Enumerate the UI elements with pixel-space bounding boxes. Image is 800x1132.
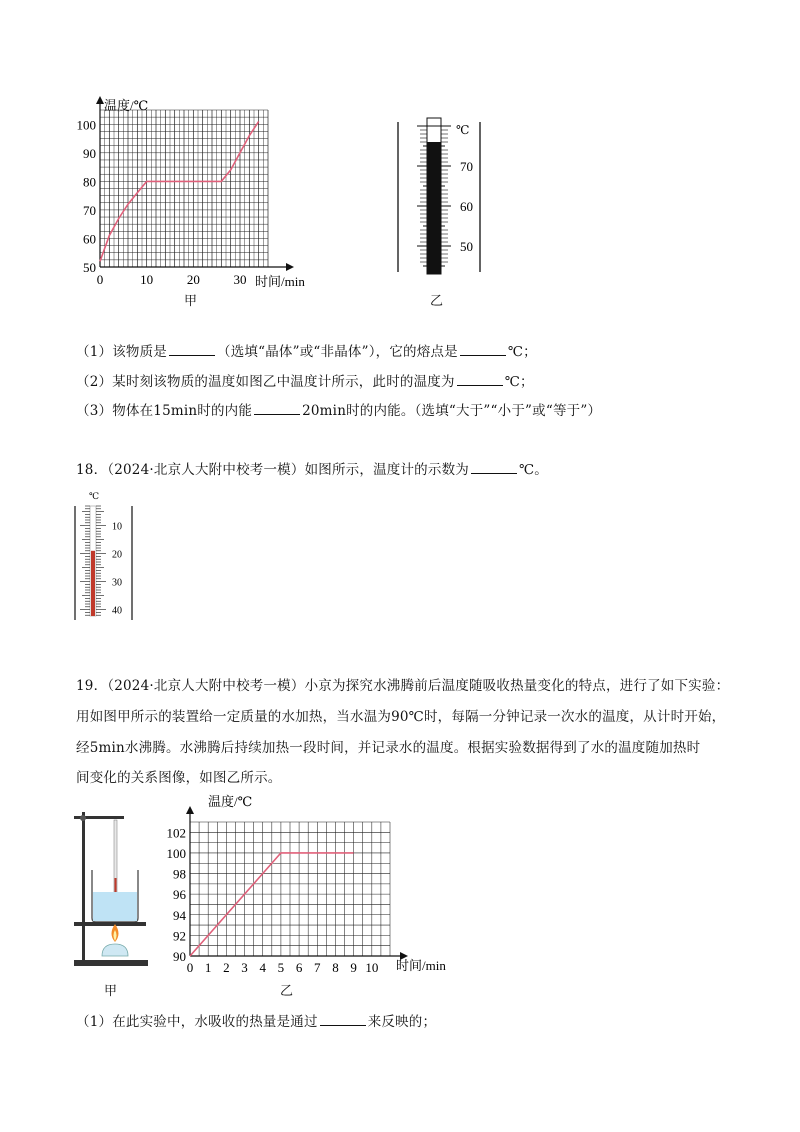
- y-tick-label: 70: [83, 202, 96, 218]
- thermometer1-tick-label: 50: [460, 239, 473, 254]
- y-tick-label: 96: [173, 887, 186, 903]
- thermometer1-tick-label: 60: [460, 199, 473, 214]
- y-tick-label: 92: [173, 928, 186, 944]
- chart-boiling-curve: [150, 790, 446, 982]
- y-tick-label: 98: [173, 866, 186, 882]
- figure-label-yi-2: 乙: [280, 984, 294, 999]
- x-tick-label: 1: [204, 960, 212, 975]
- q19-part1: （1）在此实验中，水吸收的热量是通过 来反映的；: [76, 1014, 437, 1030]
- alcohol-lamp: [102, 944, 128, 956]
- y-tick-label: 100: [76, 117, 96, 133]
- y-tick-label: 94: [173, 907, 186, 923]
- chart2-grid: [190, 822, 390, 956]
- q18-question: 18．（2024·北京人大附中校考一模）如图所示，温度计的示数为 ℃。: [76, 462, 548, 478]
- answer-blank[interactable]: [457, 373, 503, 386]
- q19-line1: 19．（2024·北京人大附中校考一模）小京为探究水沸腾前后温度随吸收热量变化的特点，进行了如下实验：: [76, 678, 730, 694]
- thermometer1-liquid-column: [427, 142, 441, 274]
- x-tick-label: 3: [241, 960, 248, 975]
- q17-part2: （2）某时刻该物质的温度如图乙中温度计所示，此时的温度为 ℃；: [76, 374, 534, 390]
- x-tick-label: 30: [233, 272, 247, 287]
- x-tick-label: 9: [350, 960, 357, 975]
- thermometer2-tick-label: 20: [112, 549, 122, 561]
- thermometer-2: [70, 488, 140, 624]
- chart1-y-axis-label: 温度/℃: [104, 98, 149, 113]
- figure-label-yi-1: 乙: [430, 294, 444, 309]
- q19-line2: 用如图甲所示的装置给一定质量的水加热，当水温为90℃时，每隔一分钟记录一次水的温度，从计时开始，: [76, 709, 726, 725]
- stand-base: [74, 960, 148, 966]
- x-tick-label: 7: [314, 960, 321, 975]
- y-axis-arrow: [186, 806, 194, 814]
- beaker-water: [93, 892, 137, 921]
- thermometer-1: [390, 118, 490, 278]
- q19-line3: 经5min水沸腾。水沸腾后持续加热一段时间，并记录水的温度。根据实验数据得到了水的温度随加热时: [76, 740, 701, 756]
- answer-blank[interactable]: [254, 402, 300, 415]
- y-tick-label: 102: [166, 825, 186, 841]
- y-tick-label: 60: [83, 231, 96, 247]
- thermometer2-tick-label: 40: [112, 605, 122, 617]
- heating-apparatus: [70, 808, 150, 974]
- y-tick-label: 80: [83, 174, 96, 190]
- x-tick-label: 8: [332, 960, 339, 975]
- thermometer1-ticks: [417, 126, 473, 266]
- x-tick-label: 2: [223, 960, 230, 975]
- chart2-x-axis-label: 时间/min: [396, 958, 446, 973]
- figure-label-jia-2: 甲: [104, 984, 118, 999]
- chart-melting-curve: [70, 92, 330, 302]
- thermometer1-tick-label: 70: [460, 159, 473, 174]
- x-tick-label: 5: [277, 960, 285, 975]
- x-tick-label: 20: [186, 272, 200, 287]
- answer-blank[interactable]: [471, 461, 517, 474]
- x-tick-label: 6: [295, 960, 303, 975]
- figure-label-jia-1: 甲: [184, 294, 198, 309]
- y-tick-label: 90: [173, 949, 186, 964]
- y-tick-label: 100: [166, 845, 186, 861]
- thermometer2-tick-label: 10: [112, 521, 122, 533]
- thermometer1-unit: ℃: [456, 123, 470, 137]
- y-axis-arrow: [96, 96, 104, 104]
- q17-part1: （1）该物质是 （选填“晶体”或“非晶体”），它的熔点是 ℃；: [76, 344, 537, 360]
- thermometer2-ticks: [80, 506, 122, 617]
- thermometer2-liquid-column: [91, 551, 95, 616]
- x-axis-arrow: [286, 263, 294, 271]
- wire-gauze: [74, 922, 146, 926]
- chart1-x-axis-label: 时间/min: [255, 274, 305, 289]
- thermometer2-unit: ℃: [89, 491, 100, 501]
- x-tick-label: 0: [186, 960, 194, 975]
- answer-blank[interactable]: [460, 343, 506, 356]
- x-tick-label: 10: [140, 272, 154, 287]
- chart1-grid: [100, 110, 268, 267]
- chart2-y-axis-label: 温度/℃: [208, 794, 253, 809]
- q17-part3: （3）物体在15min时的内能 20min时的内能。（选填“大于”“小于”或“等于”）: [76, 403, 602, 419]
- x-tick-label: 0: [96, 272, 104, 287]
- x-tick-label: 4: [259, 960, 266, 975]
- answer-blank[interactable]: [320, 1013, 366, 1026]
- x-tick-label: 10: [365, 960, 379, 975]
- y-tick-label: 90: [83, 145, 96, 161]
- y-tick-label: 50: [83, 260, 96, 275]
- answer-blank[interactable]: [169, 343, 215, 356]
- q19-line4: 间变化的关系图像，如图乙所示。: [76, 770, 282, 786]
- thermometer2-tick-label: 30: [112, 577, 122, 589]
